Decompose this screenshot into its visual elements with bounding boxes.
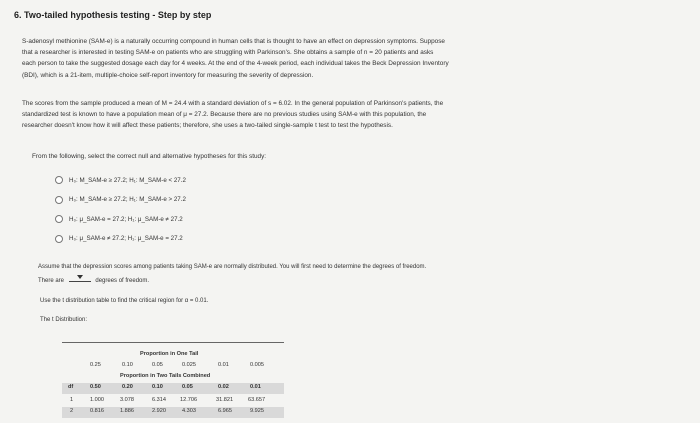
option-label: H₀: M_SAM-e ≥ 27.2; H₁: M_SAM-e < 27.2: [69, 176, 186, 184]
assumption-line: Assume that the depression scores among patients taking SAM-e are normally distributed. You will first need to determine the degrees of freedom.: [38, 264, 427, 270]
scores-paragraph: [22, 98, 577, 132]
one-tail-value: 0.005: [250, 362, 264, 368]
intro-line: S-adenosyl methionine (SAM-e) is a naturally occurring compound in human cells that is thought to have an effect on depression symptoms. Suppose: [22, 38, 445, 45]
t-value-cell: 3.078: [120, 397, 134, 403]
intro-line: each person to take the suggested dosage each day for 4 weeks. At the end of the 4-week period, each individual takes the Beck Depression Inventory: [22, 60, 449, 68]
df-label: df: [68, 384, 74, 390]
two-tail-value: 0.50: [90, 384, 101, 390]
there-are-label: There are: [38, 277, 65, 284]
option-label: H₀: M_SAM-e ≥ 27.2; H₁: M_SAM-e > 27.2: [69, 196, 186, 204]
t-value-cell: 31.821: [216, 397, 234, 403]
t-value-cell: 6.314: [152, 397, 166, 403]
intro-line: (BDI), which is a 21-item, multiple-choice self-report inventory for measuring the severity of depression.: [22, 71, 314, 79]
one-tail-value: 0.025: [182, 362, 196, 368]
one-tail-value: 0.10: [122, 362, 133, 368]
scores-line: The scores from the sample produced a mean of M = 24.4 with a standard deviation of s = 6.02. In the general population of Parkinson's patients, the: [22, 100, 444, 107]
two-tail-value: 0.10: [152, 384, 163, 390]
t-value-cell: 6.965: [218, 408, 232, 414]
critical-region-instruction: Use the t distribution table to find the critical region for α = 0.01.: [40, 298, 209, 304]
scores-line: standardized test is known to have a population mean of μ = 27.2. Because there are no previous studies using SAM-e with this population, the: [22, 111, 427, 119]
df-cell: 2: [70, 408, 74, 414]
t-value-cell: 1.886: [120, 408, 134, 414]
hypothesis-option-4[interactable]: [55, 232, 186, 246]
question-title: 6. Two-tailed hypothesis testing - Step by step: [14, 10, 212, 20]
intro-paragraph: [22, 36, 582, 81]
one-tail-value: 0.05: [152, 362, 163, 368]
two-tail-value: 0.05: [182, 384, 193, 390]
intro-line: that a researcher is interested in testing SAM-e on patients who are struggling with Parkinson's. She obtains a sample of n = 20 patients and asks: [22, 49, 434, 57]
t-value-cell: 63.657: [248, 397, 266, 403]
t-value-cell: 12.706: [180, 397, 198, 403]
hypothesis-options: [55, 173, 186, 251]
chevron-down-icon[interactable]: [77, 275, 83, 279]
two-tail-header: Proportion in Two Tails Combined: [120, 373, 211, 379]
one-tail-value: 0.01: [218, 362, 229, 368]
hypothesis-option-1[interactable]: [55, 173, 186, 187]
option-label: H₀: μ_SAM-e ≠ 27.2; H₁: μ_SAM-e = 27.2: [69, 235, 183, 243]
hypothesis-option-2[interactable]: [55, 193, 186, 207]
two-tail-value: 0.02: [218, 384, 229, 390]
radio-button[interactable]: [55, 235, 63, 243]
t-distribution-label: The t Distribution:: [40, 317, 88, 323]
scores-line: researcher doesn't know how it will affect these patients; therefore, she uses a two-tailed single-sample t test to test the hypothesis.: [22, 122, 393, 130]
radio-button[interactable]: [55, 176, 63, 184]
table-top-rule: [62, 342, 284, 343]
degrees-of-freedom-dropdown[interactable]: [69, 274, 91, 282]
df-cell: 1: [70, 397, 74, 403]
radio-button[interactable]: [55, 215, 63, 223]
radio-button[interactable]: [55, 196, 63, 204]
t-value-cell: 4.303: [182, 408, 196, 414]
degrees-of-freedom-line: [38, 274, 558, 288]
hypothesis-prompt: From the following, select the correct null and alternative hypotheses for this study:: [32, 153, 267, 160]
one-tail-value: 0.25: [90, 362, 101, 368]
two-tail-value: 0.01: [250, 384, 261, 390]
one-tail-header: Proportion in One Tail: [140, 351, 199, 357]
two-tail-value: 0.20: [122, 384, 133, 390]
option-label: H₀: μ_SAM-e = 27.2; H₁: μ_SAM-e ≠ 27.2: [69, 215, 183, 223]
degrees-suffix-label: degrees of freedom.: [95, 277, 150, 284]
t-value-cell: 2.920: [152, 408, 166, 414]
t-value-cell: 0.816: [90, 408, 104, 414]
assumption-text: [38, 262, 558, 287]
t-value-cell: 1.000: [90, 397, 104, 403]
t-value-cell: 9.925: [250, 408, 264, 414]
hypothesis-option-3[interactable]: [55, 212, 186, 226]
